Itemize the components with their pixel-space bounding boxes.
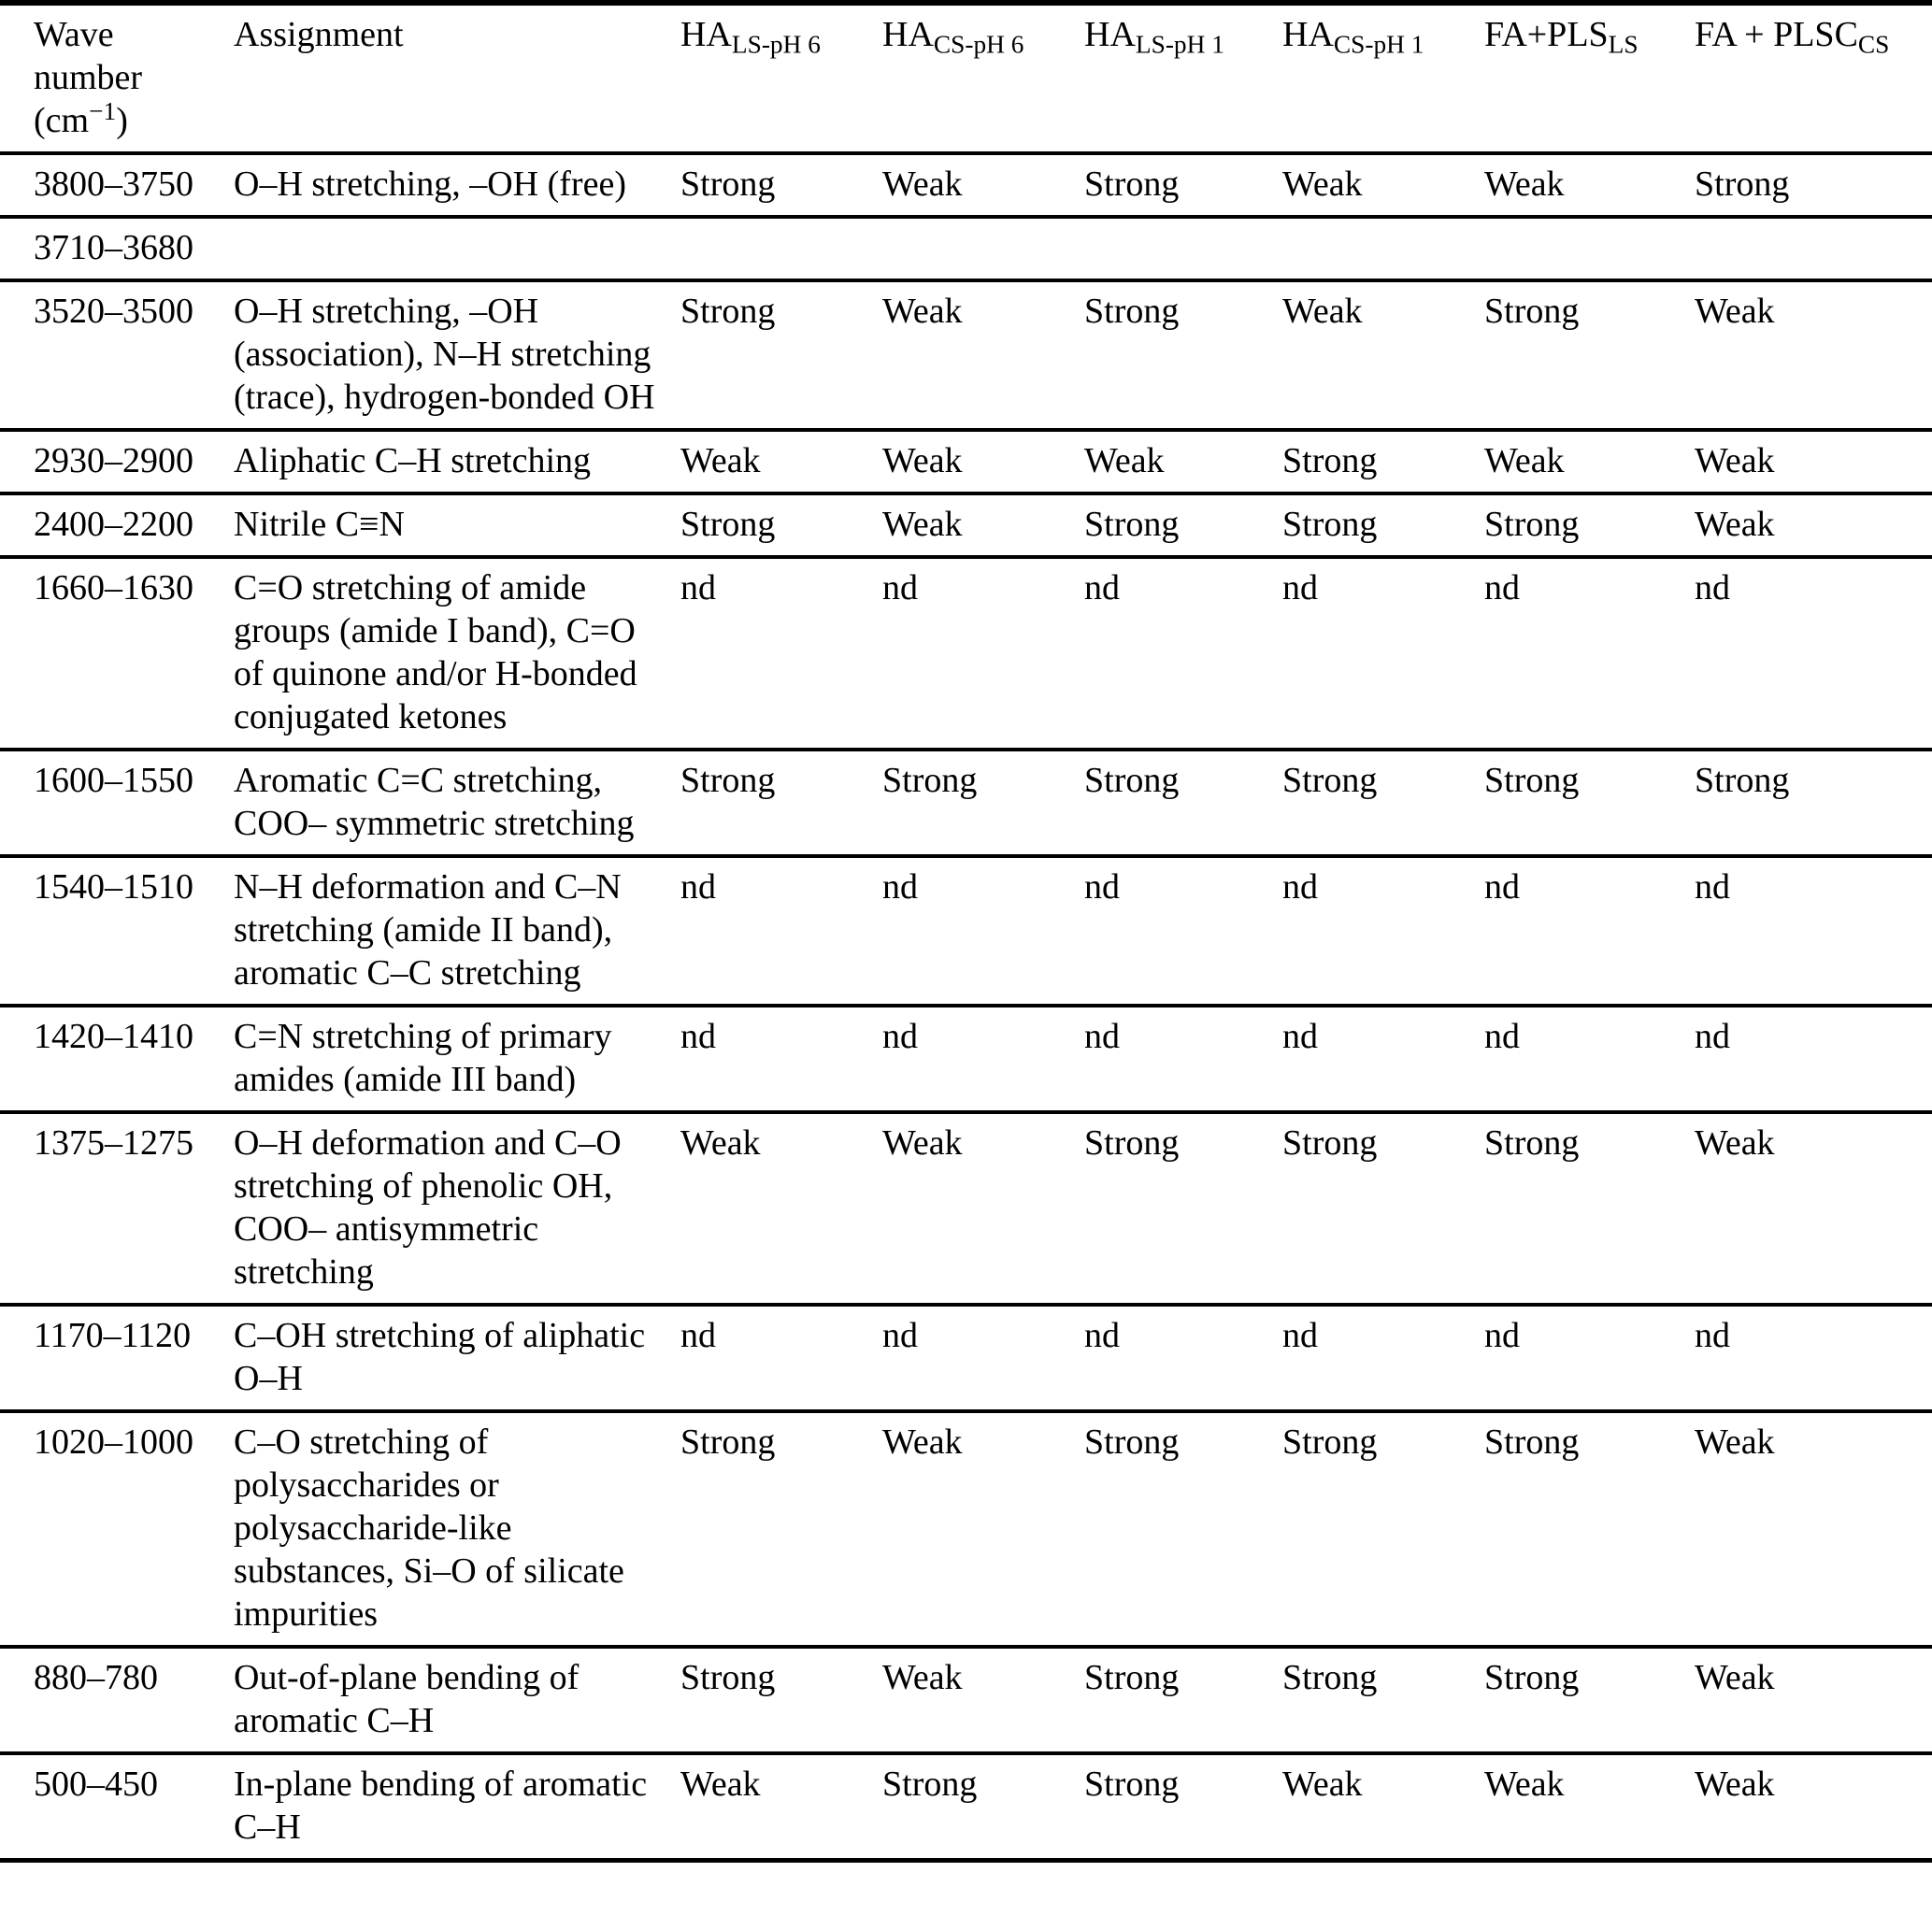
intensity-cell: nd: [680, 856, 882, 1006]
wave-number-cell: 1375–1275: [0, 1112, 234, 1305]
intensity-cell: Strong: [680, 1647, 882, 1753]
intensity-cell: nd: [680, 1006, 882, 1112]
intensity-cell: Strong: [1084, 750, 1282, 856]
assignment-cell: O–H stretching, –OH (free): [234, 153, 680, 217]
assignment-cell: C=N stretching of primary amides (amide III band): [234, 1006, 680, 1112]
intensity-cell: Weak: [1084, 430, 1282, 493]
intensity-cell: nd: [1282, 557, 1484, 750]
intensity-cell: Weak: [680, 430, 882, 493]
wave-number-cell: 1540–1510: [0, 856, 234, 1006]
table-row: [0, 1411, 1932, 1647]
assignment-cell: O–H stretching, –OH (association), N–H stretching (trace), hydrogen-bonded OH: [234, 280, 680, 430]
intensity-cell: nd: [1084, 1006, 1282, 1112]
intensity-cell: nd: [1484, 856, 1695, 1006]
col-header-wave-number: [0, 3, 234, 153]
intensity-cell: Weak: [882, 1112, 1084, 1305]
intensity-cell: nd: [1282, 1305, 1484, 1411]
intensity-cell: Weak: [1484, 430, 1695, 493]
wave-number-cell: 1420–1410: [0, 1006, 234, 1112]
intensity-cell: Weak: [882, 1647, 1084, 1753]
intensity-cell: Weak: [882, 280, 1084, 430]
intensity-cell: Weak: [882, 493, 1084, 557]
intensity-cell: Strong: [1282, 1112, 1484, 1305]
table-row: [0, 493, 1932, 557]
intensity-cell: Strong: [680, 750, 882, 856]
intensity-cell: Weak: [882, 1411, 1084, 1647]
intensity-cell: Weak: [1695, 493, 1932, 557]
intensity-cell: nd: [1695, 1305, 1932, 1411]
wave-number-unit-pre: (cm: [34, 101, 90, 140]
intensity-cell: nd: [882, 1006, 1084, 1112]
intensity-cell: Strong: [1695, 153, 1932, 217]
intensity-cell: nd: [1484, 557, 1695, 750]
intensity-cell: nd: [882, 856, 1084, 1006]
intensity-cell: nd: [1282, 1006, 1484, 1112]
wave-number-unit-post: ): [116, 101, 128, 140]
intensity-cell: nd: [1084, 856, 1282, 1006]
intensity-cell: [1484, 217, 1695, 280]
wave-number-cell: 1020–1000: [0, 1411, 234, 1647]
intensity-cell: Strong: [680, 280, 882, 430]
col-header-sample-ha-cs-ph1: $HA_{CS-pH 1}$: [1282, 3, 1484, 153]
table-row: [0, 750, 1932, 856]
intensity-cell: Weak: [680, 1112, 882, 1305]
col-header-sample-ha-cs-ph6: $HA_{CS-pH 6}$: [882, 3, 1084, 153]
intensity-cell: Strong: [1282, 1647, 1484, 1753]
col-header-sample-ha-ls-ph6: $HA_{LS-pH 6}$: [680, 3, 882, 153]
intensity-cell: Strong: [1084, 1112, 1282, 1305]
table-row: [0, 217, 1932, 280]
assignment-cell: [234, 217, 680, 280]
intensity-cell: Strong: [1484, 1112, 1695, 1305]
assignment-cell: C=O stretching of amide groups (amide I band), C=O of quinone and/or H-bonded conjugated ketones: [234, 557, 680, 750]
intensity-cell: Weak: [882, 430, 1084, 493]
assignment-cell: In-plane bending of aromatic C–H: [234, 1765, 648, 1847]
wave-number-cell: 1170–1120: [0, 1305, 234, 1411]
col-header-sample-ha-ls-ph1: $HA_{LS-pH 1}$: [1084, 3, 1282, 153]
intensity-cell: Strong: [1484, 1411, 1695, 1647]
assignment-cell: Nitrile C≡N: [234, 493, 680, 557]
intensity-cell: Weak: [1695, 1647, 1932, 1753]
intensity-cell: Strong: [882, 750, 1084, 856]
intensity-cell: Strong: [1484, 1647, 1695, 1753]
intensity-cell: Weak: [1695, 1411, 1932, 1647]
intensity-cell: Strong: [1084, 493, 1282, 557]
wave-number-cell: 2930–2900: [0, 430, 234, 493]
table-row: [0, 1112, 1932, 1305]
col-header-assignment: Assignment: [234, 3, 680, 153]
table-row: [0, 1647, 1932, 1753]
intensity-cell: Strong: [882, 1765, 978, 1804]
intensity-cell: Strong: [1282, 493, 1484, 557]
col-header-sample-fa-plsc-cs: FA + $PLSC_{CS}$: [1695, 3, 1932, 153]
col-header-sample-fa-pls-ls: $FA+PLS_{LS}$: [1484, 3, 1695, 153]
intensity-cell: nd: [1695, 856, 1932, 1006]
intensity-cell: Weak: [1695, 1112, 1932, 1305]
intensity-cell: nd: [1695, 557, 1932, 750]
wave-number-cell: 880–780: [0, 1647, 234, 1753]
assignment-cell: Out-of-plane bending of aromatic C–H: [234, 1647, 680, 1753]
intensity-cell: Weak: [882, 153, 1084, 217]
wave-number-label: Wave number: [34, 15, 143, 97]
table-row: [0, 153, 1932, 217]
wave-number-cell: 1600–1550: [0, 750, 234, 856]
table-row: [0, 280, 1932, 430]
intensity-cell: Strong: [680, 153, 882, 217]
intensity-cell: nd: [1084, 1305, 1282, 1411]
intensity-cell: Strong: [1084, 1647, 1282, 1753]
assignment-cell: N–H deformation and C–N stretching (amide II band), aromatic C–C stretching: [234, 856, 680, 1006]
intensity-cell: nd: [882, 1305, 1084, 1411]
table-row: [0, 1753, 1932, 1861]
table-row: [0, 557, 1932, 750]
intensity-cell: Weak: [1484, 1765, 1565, 1804]
table-row: [0, 856, 1932, 1006]
intensity-cell: Weak: [1282, 153, 1484, 217]
intensity-cell: Strong: [1084, 1765, 1180, 1804]
table-row: [0, 1305, 1932, 1411]
intensity-cell: [1084, 217, 1282, 280]
intensity-cell: Weak: [1484, 153, 1695, 217]
wave-number-cell: 2400–2200: [0, 493, 234, 557]
wave-number-cell: 3710–3680: [0, 217, 234, 280]
table-row: [0, 1006, 1932, 1112]
intensity-cell: [680, 217, 882, 280]
wave-number-cell: 500–450: [34, 1765, 158, 1804]
intensity-cell: Strong: [1282, 1411, 1484, 1647]
assignment-cell: Aliphatic C–H stretching: [234, 430, 680, 493]
wave-number-cell: 1660–1630: [0, 557, 234, 750]
header-row: [0, 3, 1932, 153]
intensity-cell: nd: [680, 557, 882, 750]
assignment-cell: O–H deformation and C–O stretching of phenolic OH, COO– antisymmetric stretching: [234, 1112, 680, 1305]
intensity-cell: nd: [1695, 1006, 1932, 1112]
intensity-cell: Strong: [1695, 750, 1932, 856]
assignment-cell: C–OH stretching of aliphatic O–H: [234, 1305, 680, 1411]
intensity-cell: Weak: [1695, 430, 1932, 493]
intensity-cell: Weak: [1282, 280, 1484, 430]
intensity-cell: Weak: [1282, 1765, 1363, 1804]
intensity-cell: Strong: [1282, 430, 1484, 493]
intensity-cell: Strong: [1084, 1411, 1282, 1647]
intensity-cell: Strong: [680, 1411, 882, 1647]
intensity-cell: Strong: [1484, 280, 1695, 430]
intensity-cell: [1695, 217, 1932, 280]
table-row: [0, 430, 1932, 493]
intensity-cell: Strong: [1084, 153, 1282, 217]
wave-number-cell: 3800–3750: [0, 153, 234, 217]
wave-number-unit-exponent: −1: [89, 96, 117, 125]
intensity-cell: Strong: [680, 493, 882, 557]
intensity-cell: [882, 217, 1084, 280]
intensity-cell: Strong: [1484, 493, 1695, 557]
intensity-cell: Strong: [1084, 280, 1282, 430]
intensity-cell: Strong: [1282, 750, 1484, 856]
intensity-cell: Weak: [1695, 280, 1932, 430]
wave-number-cell: 3520–3500: [0, 280, 234, 430]
intensity-cell: nd: [680, 1305, 882, 1411]
intensity-cell: nd: [1282, 856, 1484, 1006]
intensity-cell: [1282, 217, 1484, 280]
intensity-cell: nd: [1084, 557, 1282, 750]
assignment-cell: C–O stretching of polysaccharides or polysaccharide-like substances, Si–O of silicate impurities: [234, 1411, 680, 1647]
intensity-cell: nd: [882, 557, 1084, 750]
intensity-cell: Strong: [1484, 750, 1695, 856]
intensity-cell: Weak: [1695, 1765, 1775, 1804]
assignment-cell: Aromatic C=C stretching, COO– symmetric stretching: [234, 750, 680, 856]
intensity-cell: Weak: [680, 1765, 761, 1804]
intensity-cell: nd: [1484, 1006, 1695, 1112]
intensity-cell: nd: [1484, 1305, 1695, 1411]
